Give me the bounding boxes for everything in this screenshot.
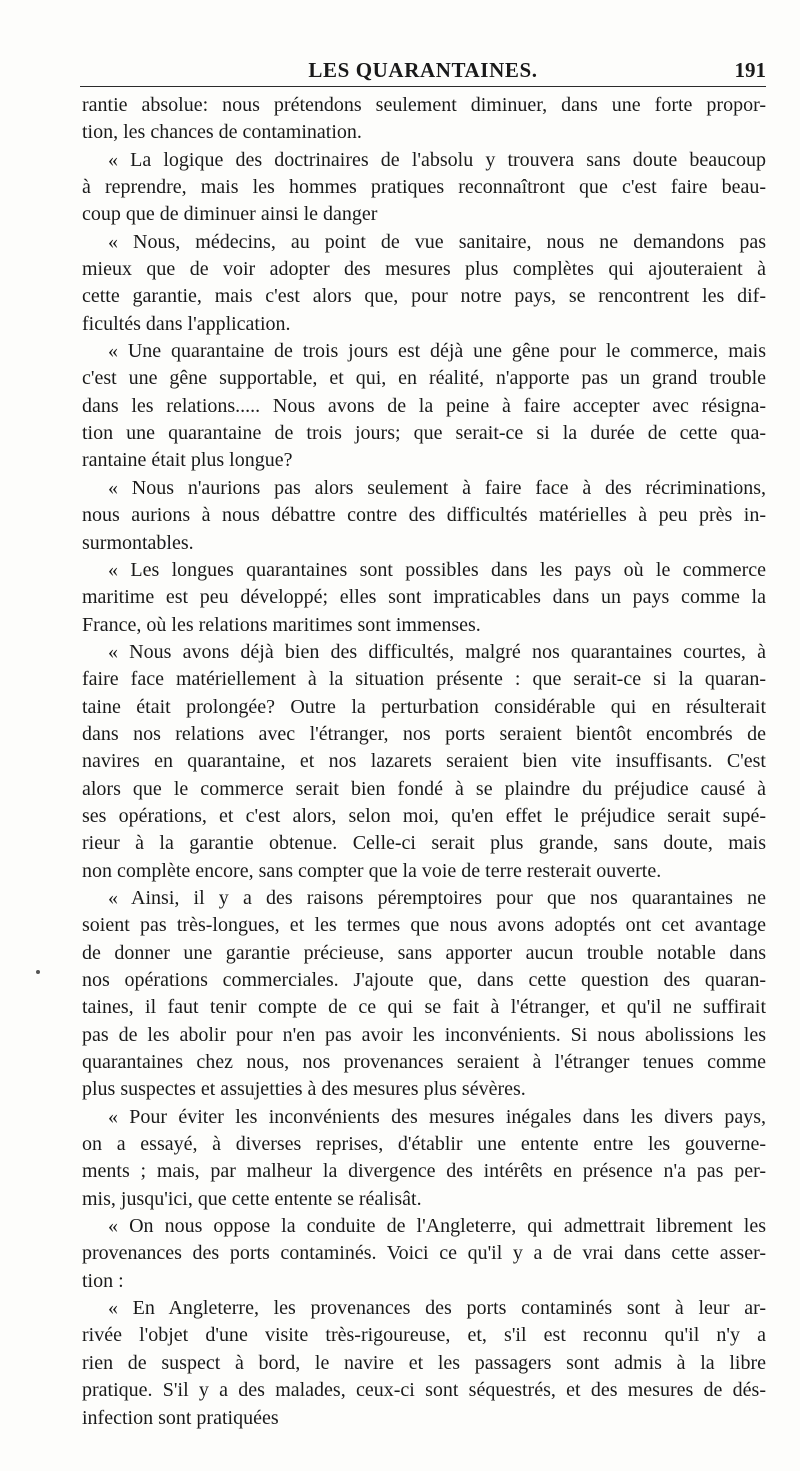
text-line: « Une quarantaine de trois jours est déjà une gêne pour le commerce, mais bbox=[108, 340, 766, 363]
text-line: pas de les abolir pour n'en pas avoir les inconvénients. Si nous abolissions les bbox=[82, 1023, 766, 1046]
text-line: « Ainsi, il y a des raisons péremptoires pour que nos quarantaines ne bbox=[108, 886, 766, 909]
text-line: tion : bbox=[82, 1269, 124, 1292]
text-line: « Pour éviter les inconvénients des mesures inégales dans les divers pays, bbox=[108, 1105, 766, 1128]
text-line: faire face matériellement à la situation présente : que serait-ce si la quaran- bbox=[82, 668, 766, 691]
text-line: « En Angleterre, les provenances des ports contaminés sont à leur ar- bbox=[108, 1297, 766, 1320]
text-line: maritime est peu développé; elles sont impraticables dans un pays comme la bbox=[82, 586, 766, 609]
text-line: rien de suspect à bord, le navire et les passagers sont admis à la libre bbox=[82, 1351, 766, 1374]
text-line: nos opérations commerciales. J'ajoute que, dans cette question des quaran- bbox=[82, 969, 766, 991]
text-line: surmontables. bbox=[82, 531, 194, 554]
text-line: France, où les relations maritimes sont immenses. bbox=[82, 613, 481, 636]
text-line: quarantaines chez nous, nos provenances seraient à l'étranger tenues comme bbox=[82, 1051, 766, 1074]
running-title: LES QUARANTAINES. bbox=[308, 58, 538, 82]
text-line: rieur à la garantie obtenue. Celle-ci serait plus grande, sans doute, mais bbox=[82, 832, 766, 855]
text-line: dans les relations..... Nous avons de la peine à faire accepter avec résigna- bbox=[82, 394, 766, 417]
text-line: c'est une gêne supportable, et qui, en réalité, n'apporte pas un grand trouble bbox=[82, 367, 766, 390]
text-line: mieux que de voir adopter des mesures plus complètes qui ajouteraient à bbox=[82, 258, 766, 281]
text-line: tion, les chances de contamination. bbox=[82, 121, 362, 144]
text-line: plus suspectes et assujetties à des mesures plus sévères. bbox=[82, 1078, 526, 1101]
text-line: « Nous n'aurions pas alors seulement à faire face à des récriminations, bbox=[108, 476, 766, 499]
text-line: ses opérations, et c'est alors, selon moi, qu'en effet le préjudice serait supé- bbox=[82, 804, 766, 827]
text-line: « Les longues quarantaines sont possibles dans les pays où le commerce bbox=[108, 558, 766, 581]
text-line: coup que de diminuer ainsi le danger bbox=[82, 203, 378, 226]
text-line: « Nous avons déjà bien des difficultés, malgré nos quarantaines courtes, à bbox=[108, 640, 766, 663]
text-line: rivée l'objet d'une visite très-rigoureuse, et, s'il est reconnu qu'il n'y a bbox=[82, 1324, 766, 1347]
text-line: alors que le commerce serait bien fondé à se plaindre du préjudice causé à bbox=[82, 777, 766, 800]
text-line: mis, jusqu'ici, que cette entente se réalisât. bbox=[82, 1187, 422, 1210]
text-body bbox=[82, 92, 766, 1432]
text-line: taine était prolongée? Outre la perturbation considérable qui en résulterait bbox=[82, 695, 766, 718]
text-line: tion une quarantaine de trois jours; que serait-ce si la durée de cette qua- bbox=[82, 422, 766, 445]
text-line: cette garantie, mais c'est alors que, pour notre pays, se rencontrent les dif- bbox=[82, 285, 766, 308]
text-line: à reprendre, mais les hommes pratiques reconnaîtront que c'est faire beau- bbox=[82, 176, 766, 199]
text-line: dans nos relations avec l'étranger, nos ports seraient bientôt encombrés de bbox=[82, 722, 766, 745]
text-line: « Nous, médecins, au point de vue sanitaire, nous ne demandons pas bbox=[108, 230, 766, 253]
text-line: rantie absolue: nous prétendons seulement diminuer, dans une forte propor- bbox=[82, 94, 766, 116]
text-line: navires en quarantaine, et nos lazarets seraient bien vite insuffisants. C'est bbox=[82, 750, 766, 773]
text-line: de donner une garantie précieuse, sans apporter aucun trouble notable dans bbox=[82, 941, 766, 964]
running-header bbox=[80, 58, 766, 87]
margin-mark bbox=[36, 970, 40, 974]
page-number: 191 bbox=[734, 58, 766, 82]
text-line: non complète encore, sans compter que la voie de terre resterait ouverte. bbox=[82, 859, 662, 882]
text-line: nous aurions à nous débattre contre des difficultés matérielles à peu près in- bbox=[82, 504, 766, 527]
text-line: on a essayé, à diverses reprises, d'établir une entente entre les gouverne- bbox=[82, 1133, 766, 1156]
text-line: taines, il faut tenir compte de ce qui se fait à l'étranger, et qu'il ne suffirait bbox=[82, 996, 766, 1019]
text-line: infection sont pratiquées bbox=[82, 1406, 279, 1429]
text-line: soient pas très-longues, et les termes que nous avons adoptés ont cet avantage bbox=[82, 914, 766, 937]
text-line: ments ; mais, par malheur la divergence des intérêts en présence n'a pas per- bbox=[82, 1160, 766, 1183]
text-line: provenances des ports contaminés. Voici ce qu'il y a de vrai dans cette asser- bbox=[82, 1242, 766, 1265]
text-line: rantaine était plus longue? bbox=[82, 449, 293, 472]
text-line: pratique. S'il y a des malades, ceux-ci sont séquestrés, et des mesures de dés- bbox=[82, 1379, 766, 1402]
text-line: « La logique des doctrinaires de l'absolu y trouvera sans doute beaucoup bbox=[108, 148, 766, 171]
text-line: « On nous oppose la conduite de l'Angleterre, qui admettrait librement les bbox=[108, 1215, 766, 1238]
text-line: ficultés dans l'application. bbox=[82, 312, 291, 335]
